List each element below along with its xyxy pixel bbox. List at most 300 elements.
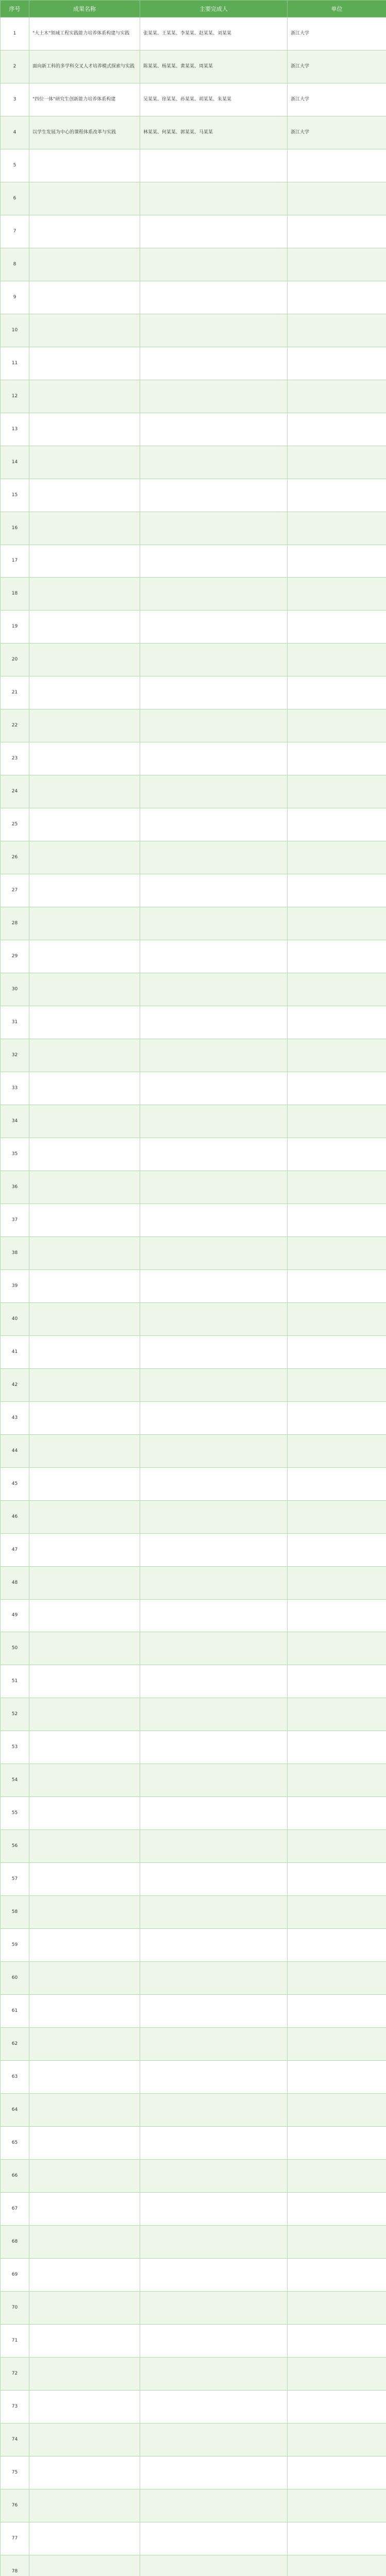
cell-serial-number: 36	[1, 1171, 29, 1204]
cell-main-contributors	[140, 2258, 288, 2291]
table-row	[1, 1302, 386, 1335]
cell-serial-number: 51	[1, 1665, 29, 1698]
table-row	[1, 1863, 386, 1896]
cell-unit	[288, 742, 386, 775]
table-row	[1, 314, 386, 347]
cell-unit	[288, 314, 386, 347]
cell-main-contributors	[140, 1335, 288, 1368]
cell-achievement-name	[29, 281, 140, 314]
cell-unit	[288, 446, 386, 479]
cell-main-contributors	[140, 1896, 288, 1929]
cell-unit	[288, 1995, 386, 2028]
cell-achievement-name	[29, 611, 140, 643]
cell-achievement-name	[29, 215, 140, 248]
cell-serial-number: 70	[1, 2291, 29, 2324]
table-row	[1, 479, 386, 512]
cell-unit	[288, 2258, 386, 2291]
cell-unit	[288, 1863, 386, 1896]
cell-unit	[288, 709, 386, 742]
cell-main-contributors	[140, 1797, 288, 1830]
table-row	[1, 940, 386, 973]
cell-serial-number: 27	[1, 874, 29, 907]
cell-unit	[288, 1500, 386, 1533]
cell-unit	[288, 1830, 386, 1863]
cell-achievement-name	[29, 907, 140, 940]
cell-achievement-name	[29, 676, 140, 709]
cell-serial-number: 10	[1, 314, 29, 347]
cell-main-contributors	[140, 2522, 288, 2555]
cell-achievement-name	[29, 709, 140, 742]
cell-unit	[288, 1731, 386, 1764]
cell-unit	[288, 643, 386, 676]
cell-unit	[288, 2094, 386, 2127]
cell-achievement-name	[29, 2225, 140, 2258]
table-row	[1, 1698, 386, 1731]
cell-unit	[288, 973, 386, 1006]
cell-unit: 浙江大学	[288, 18, 386, 50]
cell-unit	[288, 479, 386, 512]
cell-main-contributors	[140, 2291, 288, 2324]
cell-achievement-name	[29, 1830, 140, 1863]
cell-unit	[288, 1072, 386, 1105]
header-serial-number: 序号	[1, 1, 29, 18]
cell-achievement-name	[29, 1500, 140, 1533]
table-row	[1, 215, 386, 248]
cell-serial-number: 13	[1, 413, 29, 446]
cell-unit	[288, 347, 386, 380]
cell-unit	[288, 2159, 386, 2192]
cell-achievement-name	[29, 2159, 140, 2192]
cell-serial-number: 2	[1, 50, 29, 83]
cell-main-contributors	[140, 2324, 288, 2357]
cell-serial-number: 42	[1, 1368, 29, 1401]
cell-serial-number: 20	[1, 643, 29, 676]
cell-achievement-name	[29, 1896, 140, 1929]
cell-serial-number: 54	[1, 1764, 29, 1797]
table-row	[1, 808, 386, 841]
cell-main-contributors	[140, 149, 288, 182]
cell-achievement-name	[29, 314, 140, 347]
cell-achievement-name	[29, 512, 140, 545]
table-row	[1, 643, 386, 676]
cell-unit	[288, 1929, 386, 1962]
cell-main-contributors	[140, 1995, 288, 2028]
cell-unit	[288, 1665, 386, 1698]
cell-unit	[288, 2291, 386, 2324]
cell-achievement-name	[29, 973, 140, 1006]
cell-unit	[288, 2489, 386, 2522]
cell-main-contributors	[140, 281, 288, 314]
cell-main-contributors	[140, 2159, 288, 2192]
cell-serial-number: 44	[1, 1434, 29, 1467]
cell-serial-number: 45	[1, 1467, 29, 1500]
cell-unit	[288, 1204, 386, 1236]
cell-main-contributors	[140, 1830, 288, 1863]
cell-serial-number: 7	[1, 215, 29, 248]
cell-serial-number: 62	[1, 2028, 29, 2061]
table-row	[1, 83, 386, 116]
cell-serial-number: 63	[1, 2061, 29, 2094]
table-row	[1, 2258, 386, 2291]
cell-main-contributors	[140, 1204, 288, 1236]
table-row	[1, 1269, 386, 1302]
cell-serial-number: 12	[1, 380, 29, 413]
table-row	[1, 1533, 386, 1566]
table-row	[1, 1962, 386, 1995]
table-row	[1, 973, 386, 1006]
cell-unit: 浙江大学	[288, 50, 386, 83]
cell-achievement-name	[29, 1797, 140, 1830]
cell-unit	[288, 808, 386, 841]
cell-achievement-name	[29, 413, 140, 446]
cell-serial-number: 78	[1, 2555, 29, 2576]
cell-main-contributors	[140, 380, 288, 413]
cell-unit: 浙江大学	[288, 83, 386, 116]
table-row	[1, 611, 386, 643]
cell-unit	[288, 1302, 386, 1335]
cell-main-contributors	[140, 1764, 288, 1797]
cell-main-contributors	[140, 611, 288, 643]
cell-main-contributors	[140, 2061, 288, 2094]
cell-main-contributors	[140, 1533, 288, 1566]
cell-unit	[288, 182, 386, 215]
cell-serial-number: 8	[1, 248, 29, 281]
cell-achievement-name	[29, 1302, 140, 1335]
cell-unit	[288, 1138, 386, 1171]
table-row	[1, 281, 386, 314]
cell-serial-number: 9	[1, 281, 29, 314]
cell-achievement-name	[29, 1764, 140, 1797]
cell-serial-number: 55	[1, 1797, 29, 1830]
table-row	[1, 2192, 386, 2225]
cell-achievement-name	[29, 808, 140, 841]
cell-serial-number: 15	[1, 479, 29, 512]
table-row	[1, 1929, 386, 1962]
cell-serial-number: 67	[1, 2192, 29, 2225]
cell-main-contributors	[140, 1171, 288, 1204]
cell-serial-number: 52	[1, 1698, 29, 1731]
cell-main-contributors	[140, 940, 288, 973]
cell-achievement-name	[29, 2192, 140, 2225]
cell-achievement-name	[29, 742, 140, 775]
cell-main-contributors	[140, 578, 288, 611]
cell-unit: 浙江大学	[288, 116, 386, 149]
cell-main-contributors	[140, 1500, 288, 1533]
cell-main-contributors	[140, 1006, 288, 1039]
table-row	[1, 413, 386, 446]
cell-main-contributors	[140, 1929, 288, 1962]
cell-unit	[288, 1006, 386, 1039]
table-row	[1, 1204, 386, 1236]
cell-main-contributors	[140, 182, 288, 215]
cell-achievement-name: "四位一体"研究生创新能力培养体系构建	[29, 83, 140, 116]
table-row	[1, 676, 386, 709]
cell-unit	[288, 1039, 386, 1072]
cell-unit	[288, 2522, 386, 2555]
cell-serial-number: 31	[1, 1006, 29, 1039]
cell-achievement-name	[29, 1962, 140, 1995]
cell-main-contributors: 张某某、王某某、李某某、赵某某、刘某某	[140, 18, 288, 50]
cell-unit	[288, 1105, 386, 1138]
cell-main-contributors	[140, 2192, 288, 2225]
table-row	[1, 116, 386, 149]
cell-main-contributors	[140, 841, 288, 874]
cell-main-contributors	[140, 643, 288, 676]
cell-serial-number: 37	[1, 1204, 29, 1236]
cell-serial-number: 53	[1, 1731, 29, 1764]
cell-serial-number: 48	[1, 1566, 29, 1599]
cell-serial-number: 43	[1, 1401, 29, 1434]
cell-achievement-name	[29, 2324, 140, 2357]
table-row	[1, 775, 386, 808]
cell-unit	[288, 907, 386, 940]
cell-serial-number: 25	[1, 808, 29, 841]
cell-achievement-name	[29, 1566, 140, 1599]
cell-achievement-name	[29, 545, 140, 578]
cell-main-contributors	[140, 1731, 288, 1764]
cell-achievement-name	[29, 1171, 140, 1204]
cell-achievement-name	[29, 1401, 140, 1434]
cell-serial-number: 32	[1, 1039, 29, 1072]
cell-main-contributors	[140, 1105, 288, 1138]
cell-main-contributors	[140, 874, 288, 907]
table-row	[1, 1632, 386, 1665]
table-row	[1, 1368, 386, 1401]
cell-main-contributors	[140, 2390, 288, 2423]
cell-main-contributors	[140, 775, 288, 808]
cell-achievement-name: 以学生发展为中心的课程体系改革与实践	[29, 116, 140, 149]
table-row	[1, 1731, 386, 1764]
cell-serial-number: 33	[1, 1072, 29, 1105]
cell-main-contributors	[140, 545, 288, 578]
cell-serial-number: 16	[1, 512, 29, 545]
cell-achievement-name	[29, 1698, 140, 1731]
cell-achievement-name	[29, 2127, 140, 2160]
cell-main-contributors	[140, 1665, 288, 1698]
cell-unit	[288, 2127, 386, 2160]
cell-main-contributors	[140, 808, 288, 841]
table-row	[1, 1995, 386, 2028]
cell-unit	[288, 1236, 386, 1269]
cell-unit	[288, 1599, 386, 1632]
cell-serial-number: 46	[1, 1500, 29, 1533]
cell-achievement-name	[29, 1236, 140, 1269]
cell-serial-number: 34	[1, 1105, 29, 1138]
cell-main-contributors	[140, 1138, 288, 1171]
cell-serial-number: 1	[1, 18, 29, 50]
table-row	[1, 248, 386, 281]
cell-unit	[288, 281, 386, 314]
table-row	[1, 1039, 386, 1072]
cell-serial-number: 3	[1, 83, 29, 116]
table-row	[1, 2522, 386, 2555]
cell-serial-number: 71	[1, 2324, 29, 2357]
cell-achievement-name	[29, 940, 140, 973]
cell-unit	[288, 413, 386, 446]
table-row	[1, 841, 386, 874]
table-row	[1, 2324, 386, 2357]
table-row	[1, 2094, 386, 2127]
cell-achievement-name	[29, 248, 140, 281]
cell-main-contributors	[140, 215, 288, 248]
table-row	[1, 1434, 386, 1467]
cell-unit	[288, 248, 386, 281]
cell-unit	[288, 2555, 386, 2576]
cell-main-contributors	[140, 676, 288, 709]
cell-main-contributors	[140, 314, 288, 347]
cell-main-contributors	[140, 1072, 288, 1105]
cell-main-contributors: 吴某某、徐某某、孙某某、胡某某、朱某某	[140, 83, 288, 116]
table-row	[1, 149, 386, 182]
cell-main-contributors: 陈某某、杨某某、黄某某、周某某	[140, 50, 288, 83]
cell-achievement-name	[29, 1039, 140, 1072]
cell-serial-number: 39	[1, 1269, 29, 1302]
table-row	[1, 1764, 386, 1797]
cell-serial-number: 47	[1, 1533, 29, 1566]
table-row	[1, 2456, 386, 2489]
cell-serial-number: 40	[1, 1302, 29, 1335]
cell-serial-number: 56	[1, 1830, 29, 1863]
cell-unit	[288, 940, 386, 973]
cell-achievement-name	[29, 2555, 140, 2576]
cell-main-contributors	[140, 973, 288, 1006]
cell-achievement-name	[29, 2061, 140, 2094]
cell-serial-number: 6	[1, 182, 29, 215]
cell-main-contributors	[140, 2489, 288, 2522]
cell-achievement-name	[29, 1138, 140, 1171]
cell-main-contributors	[140, 1632, 288, 1665]
cell-achievement-name	[29, 182, 140, 215]
cell-unit	[288, 1434, 386, 1467]
cell-main-contributors	[140, 1368, 288, 1401]
cell-main-contributors	[140, 1698, 288, 1731]
cell-achievement-name	[29, 2390, 140, 2423]
cell-achievement-name	[29, 2489, 140, 2522]
cell-achievement-name	[29, 1269, 140, 1302]
cell-achievement-name	[29, 1632, 140, 1665]
cell-unit	[288, 874, 386, 907]
cell-achievement-name: 面向新工科的多学科交叉人才培养模式探索与实践	[29, 50, 140, 83]
cell-serial-number: 72	[1, 2357, 29, 2390]
cell-unit	[288, 512, 386, 545]
cell-achievement-name	[29, 1929, 140, 1962]
cell-achievement-name	[29, 2258, 140, 2291]
table-row	[1, 874, 386, 907]
cell-unit	[288, 2192, 386, 2225]
cell-serial-number: 64	[1, 2094, 29, 2127]
cell-main-contributors	[140, 2028, 288, 2061]
cell-unit	[288, 149, 386, 182]
cell-unit	[288, 2423, 386, 2456]
cell-unit	[288, 1467, 386, 1500]
cell-serial-number: 30	[1, 973, 29, 1006]
cell-main-contributors	[140, 479, 288, 512]
cell-achievement-name	[29, 2028, 140, 2061]
cell-main-contributors	[140, 709, 288, 742]
table-row	[1, 2555, 386, 2576]
cell-main-contributors	[140, 2456, 288, 2489]
cell-achievement-name	[29, 2291, 140, 2324]
cell-main-contributors	[140, 2555, 288, 2576]
cell-serial-number: 49	[1, 1599, 29, 1632]
cell-main-contributors	[140, 742, 288, 775]
table-row	[1, 18, 386, 50]
cell-main-contributors	[140, 1401, 288, 1434]
cell-achievement-name: "大土木"领域工程实践能力培养体系构建与实践	[29, 18, 140, 50]
cell-unit	[288, 215, 386, 248]
table-row	[1, 1072, 386, 1105]
header-main-contributors: 主要完成人	[140, 1, 288, 18]
cell-main-contributors	[140, 2357, 288, 2390]
header-row	[1, 1, 386, 18]
table-row	[1, 578, 386, 611]
table-row	[1, 1797, 386, 1830]
cell-achievement-name	[29, 1434, 140, 1467]
cell-serial-number: 60	[1, 1962, 29, 1995]
cell-unit	[288, 775, 386, 808]
table-row	[1, 2225, 386, 2258]
cell-unit	[288, 2028, 386, 2061]
cell-unit	[288, 545, 386, 578]
cell-achievement-name	[29, 380, 140, 413]
cell-serial-number: 41	[1, 1335, 29, 1368]
cell-main-contributors: 林某某、何某某、郭某某、马某某	[140, 116, 288, 149]
table-row	[1, 2423, 386, 2456]
cell-achievement-name	[29, 1006, 140, 1039]
cell-serial-number: 38	[1, 1236, 29, 1269]
table-row	[1, 1599, 386, 1632]
table-row	[1, 2291, 386, 2324]
cell-serial-number: 68	[1, 2225, 29, 2258]
cell-main-contributors	[140, 347, 288, 380]
cell-serial-number: 14	[1, 446, 29, 479]
cell-achievement-name	[29, 149, 140, 182]
cell-serial-number: 73	[1, 2390, 29, 2423]
cell-unit	[288, 2357, 386, 2390]
table-row	[1, 1105, 386, 1138]
cell-main-contributors	[140, 1599, 288, 1632]
table-row	[1, 709, 386, 742]
table-row	[1, 1006, 386, 1039]
cell-main-contributors	[140, 1863, 288, 1896]
cell-unit	[288, 841, 386, 874]
cell-serial-number: 28	[1, 907, 29, 940]
cell-serial-number: 11	[1, 347, 29, 380]
table-row	[1, 380, 386, 413]
table-row	[1, 907, 386, 940]
cell-unit	[288, 578, 386, 611]
table-row	[1, 1665, 386, 1698]
table-row	[1, 2127, 386, 2160]
cell-achievement-name	[29, 643, 140, 676]
cell-serial-number: 18	[1, 578, 29, 611]
cell-main-contributors	[140, 446, 288, 479]
cell-main-contributors	[140, 1434, 288, 1467]
cell-unit	[288, 1896, 386, 1929]
cell-serial-number: 21	[1, 676, 29, 709]
cell-achievement-name	[29, 1072, 140, 1105]
cell-serial-number: 75	[1, 2456, 29, 2489]
table-body	[1, 18, 386, 2576]
cell-unit	[288, 2225, 386, 2258]
cell-serial-number: 69	[1, 2258, 29, 2291]
cell-main-contributors	[140, 1302, 288, 1335]
cell-main-contributors	[140, 1236, 288, 1269]
cell-serial-number: 66	[1, 2159, 29, 2192]
cell-main-contributors	[140, 1039, 288, 1072]
cell-serial-number: 58	[1, 1896, 29, 1929]
cell-main-contributors	[140, 2423, 288, 2456]
